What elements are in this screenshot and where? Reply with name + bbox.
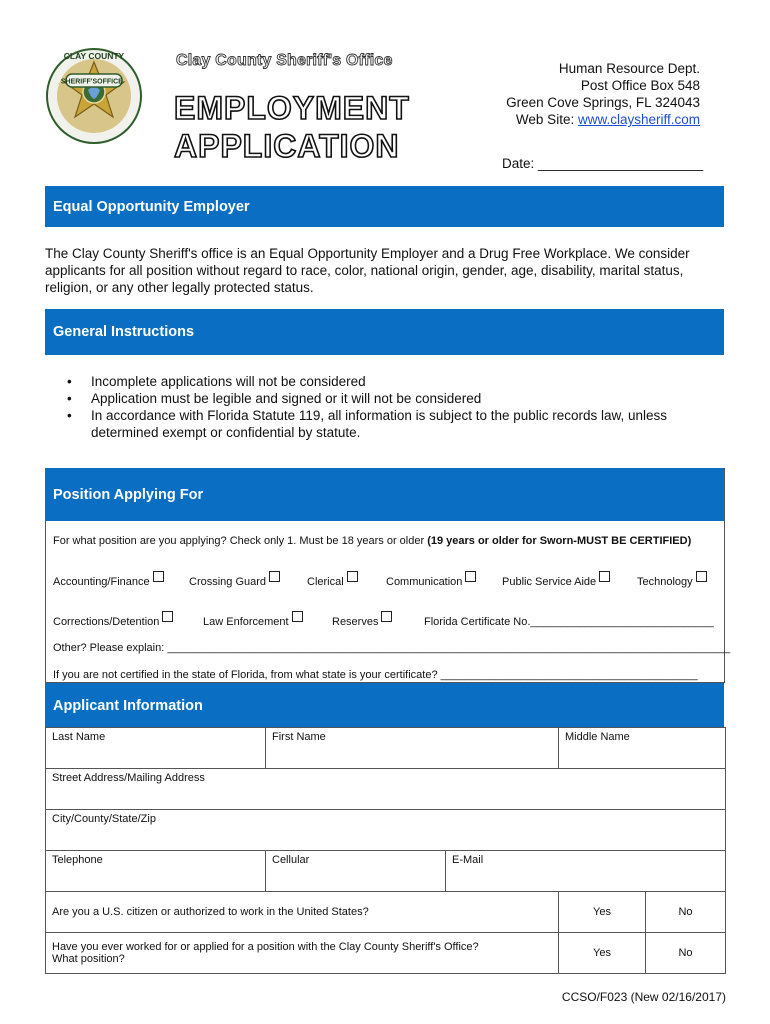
title-application: APPLICATION [174,128,400,164]
florida-certificate-field[interactable]: Florida Certificate No.______________________________ [424,616,714,628]
option-communication[interactable] [386,576,476,588]
option-law-enforcement[interactable] [203,616,303,628]
applicant-info-table [45,727,726,974]
website-link[interactable]: www.claysheriff.com [577,112,700,127]
other-state-cert-field[interactable]: If you are not certified in the state of Florida, from what state is your certificate? __________________________________________ [53,669,698,681]
option-label: Reserves [332,616,379,628]
option-label: Communication [386,576,463,588]
middle-name-field[interactable]: Middle Name [559,728,726,769]
position-question-bold: (19 years or older for Sworn-MUST BE CERTIFIED) [427,535,692,547]
eoe-heading: Equal Opportunity Employer [45,186,724,227]
po-box: Post Office Box 548 [580,78,700,93]
option-crossing-guard[interactable] [189,576,280,588]
hr-dept: Human Resource Dept. [558,61,700,76]
office-name: Clay County Sheriff's Office [176,52,393,69]
worked-question-line2[interactable]: What position? [52,953,125,965]
option-label: Accounting/Finance [53,576,150,588]
option-label: Crossing Guard [189,576,267,588]
worked-yes-option[interactable]: Yes [559,933,646,974]
option-corrections[interactable] [53,616,173,628]
city-state-zip: Green Cove Springs, FL 324043 [506,95,700,110]
date-field[interactable]: Date: ______________________ [502,156,704,171]
worked-question-line1: Have you ever worked for or applied for a position with the Clay County Sheriff's Office? [52,941,479,953]
position-heading: Position Applying For [45,468,724,521]
option-label: Corrections/Detention [53,616,160,628]
worked-no-option[interactable]: No [646,933,726,974]
other-explain-field[interactable]: Other? Please explain: ____________________________________________________________________________________________ [53,642,731,654]
checkbox[interactable] [153,571,164,582]
website-line [506,111,700,128]
logo-right-text: OFFICE [97,78,123,86]
city-county-field[interactable]: City/County/State/Zip [46,810,726,851]
first-name-field[interactable]: First Name [266,728,559,769]
checkbox[interactable] [162,611,173,622]
logo-left-text: SHERIFF'S [60,78,98,86]
instruction-item: • Application must be legible and signed or it will not be considered [45,390,725,407]
checkbox[interactable] [269,571,280,582]
hr-address-block [506,60,700,128]
checkbox[interactable] [292,611,303,622]
eoe-text: The Clay County Sheriff's office is an Equal Opportunity Employer and a Drug Free Workplace. We consider applicants for all position without regard to race, color, national origin, gender, age, disability, marital status, religion, or any other legally protected status. [45,246,690,295]
last-name-field[interactable]: Last Name [46,728,266,769]
option-technology[interactable] [637,576,707,588]
option-label: Technology [637,576,693,588]
citizen-yes-option[interactable]: Yes [559,892,646,933]
option-label: Public Service Aide [502,576,597,588]
checkbox[interactable] [696,571,707,582]
option-clerical[interactable] [307,576,358,588]
checkbox[interactable] [599,571,610,582]
instructions-list [45,373,725,441]
web-label: Web Site: [515,112,578,127]
sheriff-seal-logo [44,46,144,146]
logo-top-text: CLAY COUNTY [63,51,125,61]
checkbox[interactable] [381,611,392,622]
instruction-item: • In accordance with Florida Statute 119, all information is subject to the public records law, unless determined exempt or confidential by statute. [45,407,725,441]
checkbox[interactable] [347,571,358,582]
email-field[interactable]: E-Mail [446,851,726,892]
street-address-field[interactable]: Street Address/Mailing Address [46,769,726,810]
citizen-question: Are you a U.S. citizen or authorized to work in the United States? [46,892,559,933]
option-accounting[interactable] [53,576,164,588]
option-label: Clerical [307,576,344,588]
position-question-text: For what position are you applying? Check only 1. Must be 18 years or older [53,535,428,547]
title-employment: EMPLOYMENT [174,90,410,126]
applicant-heading: Applicant Information [45,683,724,728]
worked-question [46,933,559,974]
position-question [53,535,691,547]
checkbox[interactable] [465,571,476,582]
option-reserves[interactable] [332,616,392,628]
option-public-service-aide[interactable] [502,576,610,588]
instruction-item: • Incomplete applications will not be considered [45,373,725,390]
form-id: CCSO/F023 (New 02/16/2017) [561,990,726,1004]
citizen-no-option[interactable]: No [646,892,726,933]
cellular-field[interactable]: Cellular [266,851,446,892]
option-label: Law Enforcement [203,616,289,628]
instructions-heading: General Instructions [45,309,724,355]
telephone-field[interactable]: Telephone [46,851,266,892]
